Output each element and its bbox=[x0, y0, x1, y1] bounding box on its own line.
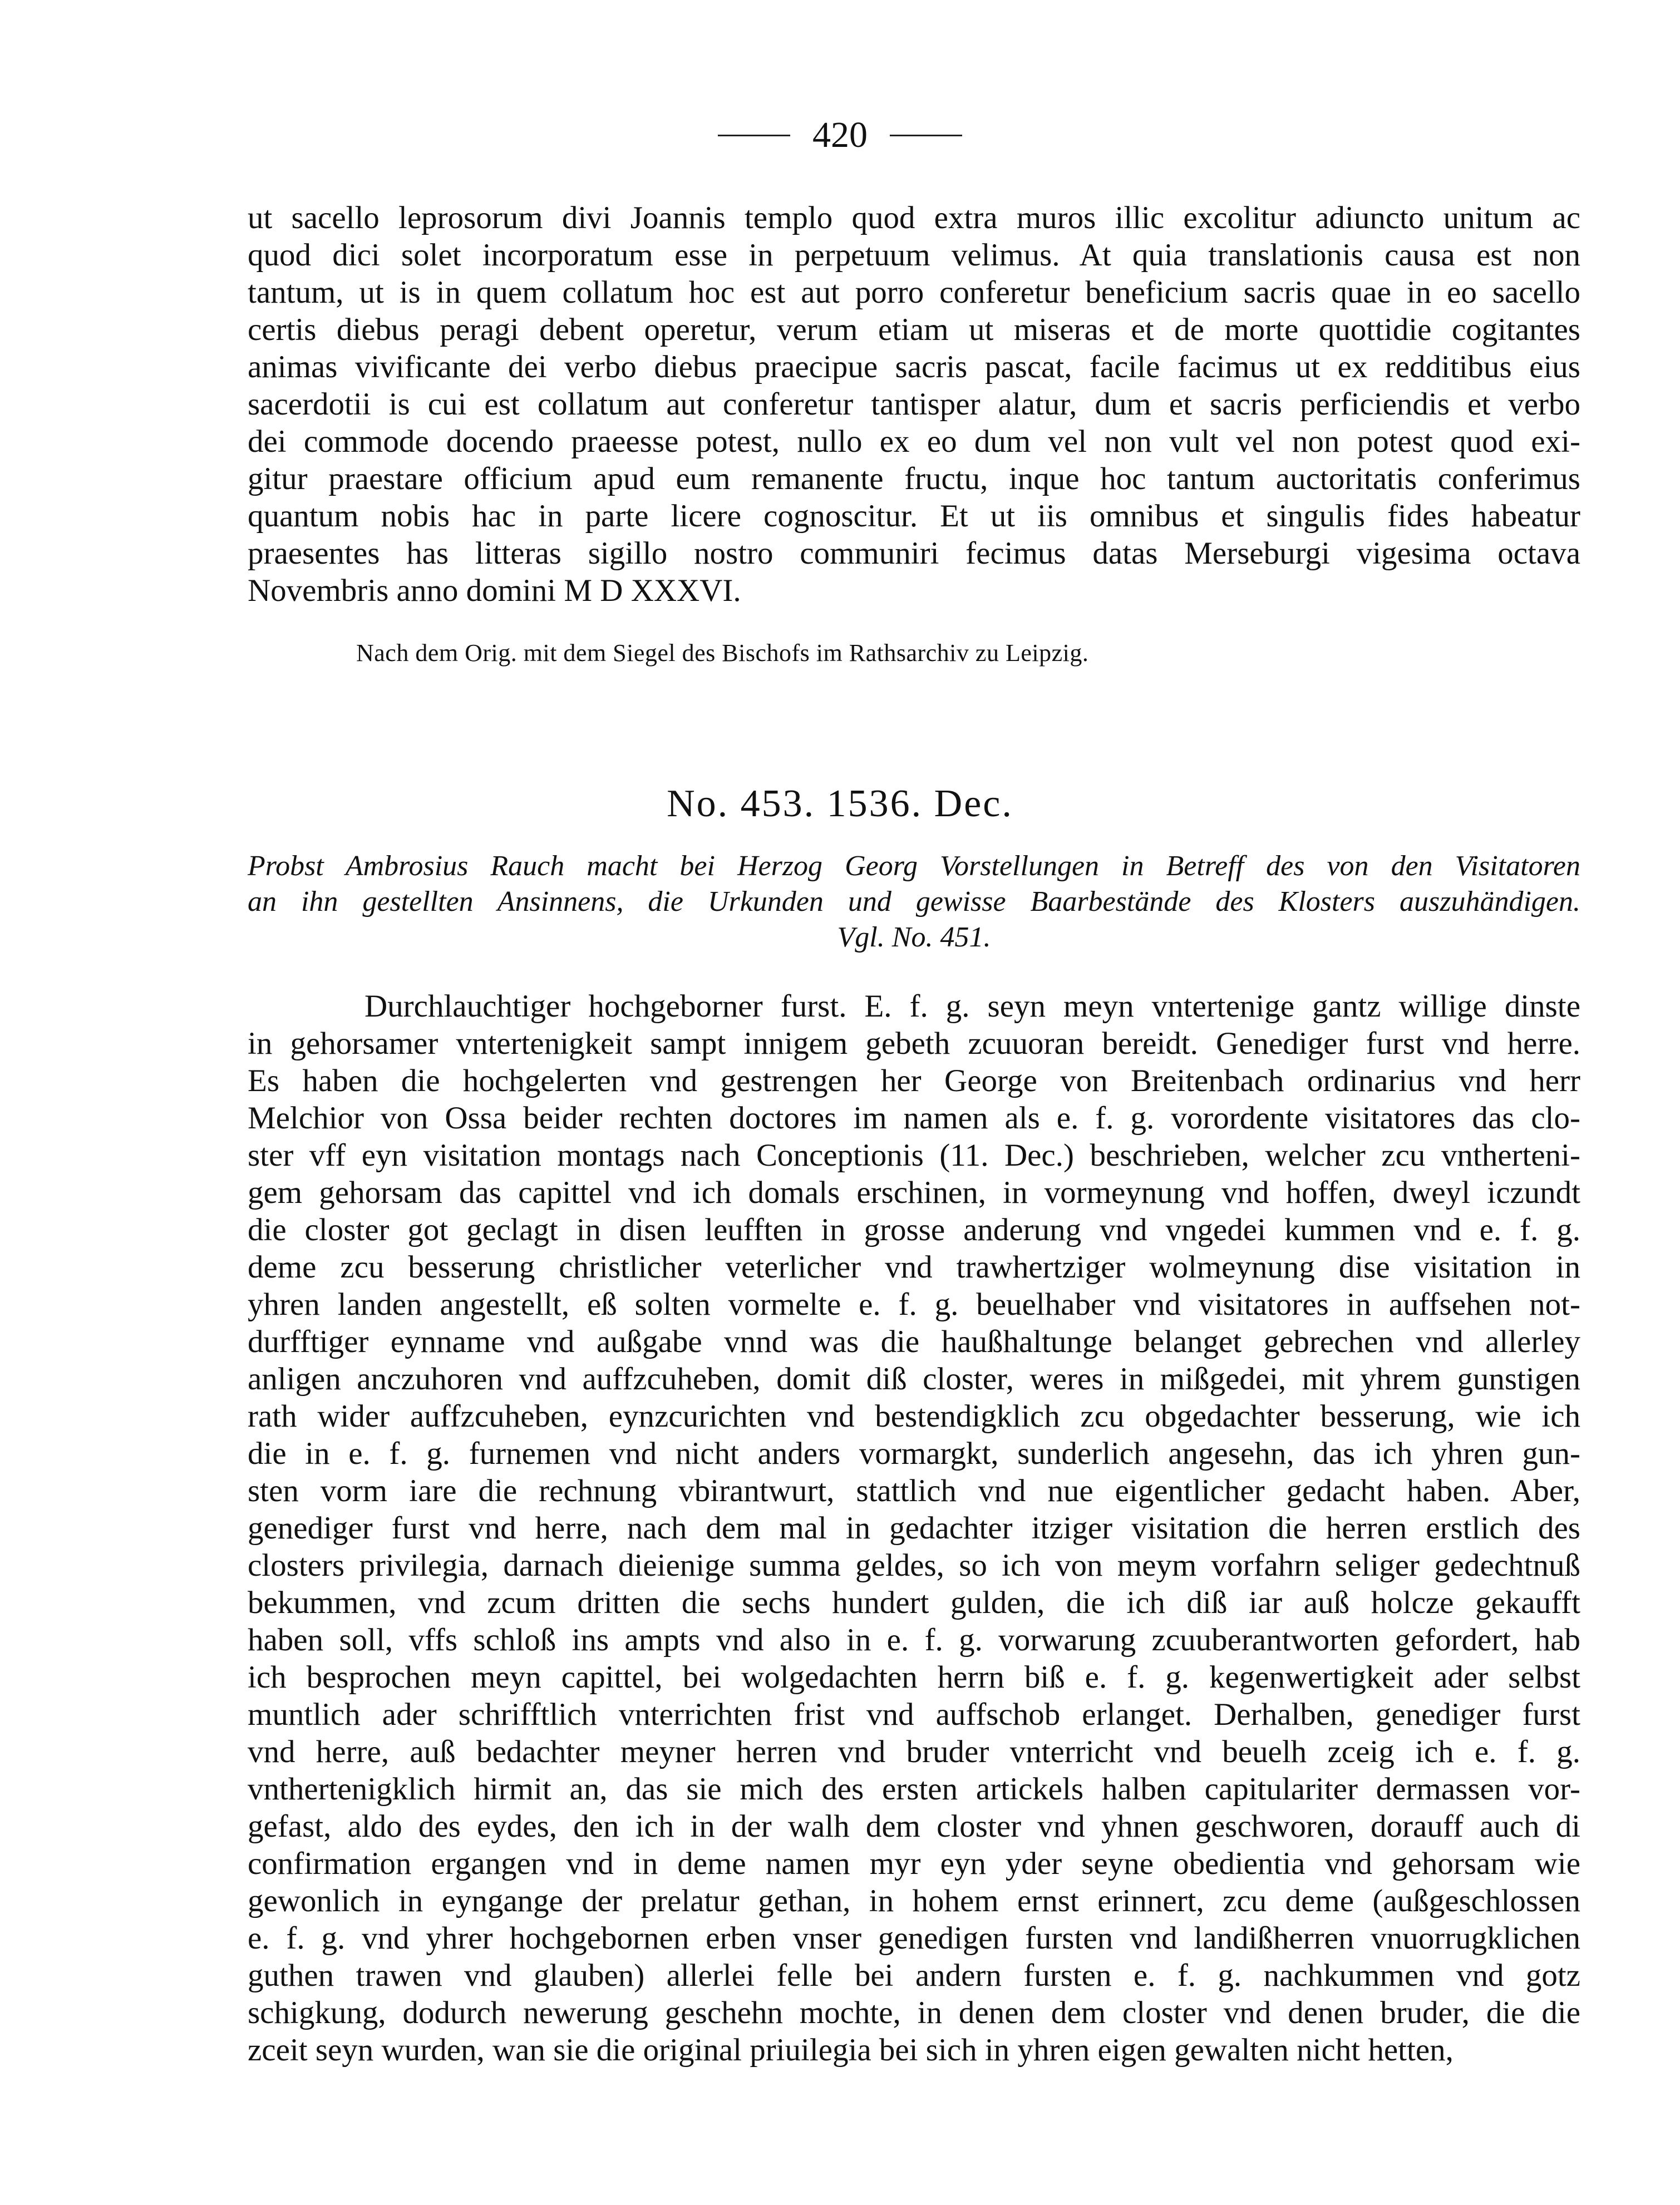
text-line: closters privilegia, darnach dieienige summa geldes, so ich von meym vorfahrn seliger gedechtnuß bbox=[248, 1548, 1580, 1583]
text-line: muntlich ader schrifftlich vnterrichten frist vnd auffschob erlanget. Derhalben, genediger furst bbox=[248, 1697, 1580, 1732]
text-line: Melchior von Ossa beider rechten doctores im namen als e. f. g. vorordente visitatores das clo- bbox=[248, 1101, 1580, 1136]
text-line: praesentes has litteras sigillo nostro communiri fecimus datas Merseburgi vigesima octava bbox=[248, 536, 1580, 571]
text-line: anligen anczuhoren vnd auffzcuheben, domit diß closter, weres in mißgedei, mit yhrem gunstigen bbox=[248, 1362, 1580, 1397]
page-header bbox=[0, 114, 1680, 156]
text-line: gefast, aldo des eydes, den ich in der walh dem closter vnd yhnen geschworen, dorauff auch di bbox=[248, 1809, 1580, 1844]
text-line: haben soll, vffs schloß ins ampts vnd also in e. f. g. vorwarung zcuuberantworten gefordert, hab bbox=[248, 1622, 1580, 1658]
text-line: yhren landen angestellt, eß solten vormelte e. f. g. beuelhaber vnd visitatores in auffsehen not- bbox=[248, 1287, 1580, 1322]
document-summary bbox=[248, 849, 1580, 955]
text-line: dei commode docendo praeesse potest, nullo ex eo dum vel non vult vel non potest quod exi- bbox=[248, 424, 1580, 459]
text-line: die closter got geclagt in disen leufften in grosse anderung vnd vngedei kummen vnd e. f. g. bbox=[248, 1212, 1580, 1247]
text-line: vnthertenigklich hirmit an, das sie mich des ersten artickels halben capitulariter dermassen vor- bbox=[248, 1772, 1580, 1807]
source-note: Nach dem Orig. mit dem Siegel des Bischofs im Rathsarchiv zu Leipzig. bbox=[356, 639, 1089, 667]
text-line: guthen trawen vnd glauben) allerlei felle bei andern fursten e. f. g. nachkummen vnd gotz bbox=[248, 1958, 1580, 1993]
summary-line: an ihn gestellten Ansinnens, die Urkunden und gewisse Baarbestände des Klosters auszuhändigen. bbox=[248, 886, 1580, 917]
text-line: rath wider auffzcuheben, eynzcurichten vnd bestendigklich zcu obgedachter besserung, wie ich bbox=[248, 1399, 1580, 1434]
text-line: bekummen, vnd zcum dritten die sechs hundert gulden, die ich diß iar auß holcze gekaufft bbox=[248, 1585, 1580, 1620]
text-line: gitur praestare officium apud eum remanente fructu, inque hoc tantum auctoritatis conferimus bbox=[248, 461, 1580, 496]
continued-paragraph bbox=[248, 199, 1580, 609]
text-line: genediger furst vnd herre, nach dem mal in gedachter itziger visitation die herren erstlich des bbox=[248, 1511, 1580, 1546]
letter-body bbox=[248, 988, 1580, 2069]
text-line: tantum, ut is in quem collatum hoc est aut porro conferetur beneficium sacris quae in eo sacello bbox=[248, 275, 1580, 310]
text-line: vnd herre, auß bedachter meyner herren vnd bruder vnterricht vnd beuelh zceig ich e. f. g. bbox=[248, 1734, 1580, 1769]
text-line: ster vff eyn visitation montags nach Conceptionis (11. Dec.) beschrieben, welcher zcu vntherteni- bbox=[248, 1138, 1580, 1173]
text-line: in gehorsamer vntertenigkeit sampt innigem gebeth zcuuoran bereidt. Genediger furst vnd herre. bbox=[248, 1026, 1580, 1061]
text-line: deme zcu besserung christlicher veterlicher vnd trawhertziger wolmeynung dise visitation in bbox=[248, 1250, 1580, 1285]
header-rule-left bbox=[718, 135, 790, 136]
text-line: Durchlauchtiger hochgeborner furst. E. f. g. seyn meyn vntertenige gantz willige dinste bbox=[364, 989, 1580, 1024]
text-line: Novembris anno domini M D XXXVI. bbox=[248, 573, 741, 608]
text-line: die in e. f. g. furnemen vnd nicht anders vormargkt, sunderlich angesehn, das ich yhren gun- bbox=[248, 1436, 1580, 1471]
header-rule-right bbox=[890, 135, 962, 136]
document-heading: No. 453. 1536. Dec. bbox=[667, 782, 1013, 825]
text-line: gewonlich in eyngange der prelatur gethan, in hohem ernst erinnert, zcu deme (außgeschlossen bbox=[248, 1883, 1580, 1918]
text-line: durfftiger eynname vnd außgabe vnnd was die haußhaltunge belanget gebrechen vnd allerley bbox=[248, 1324, 1580, 1359]
page-number: 420 bbox=[812, 115, 868, 155]
text-line: certis diebus peragi debent operetur, verum etiam ut miseras et de morte quottidie cogitantes bbox=[248, 312, 1580, 347]
text-line: e. f. g. vnd yhrer hochgebornen erben vnser genedigen fursten vnd landißherren vnuorrugklichen bbox=[248, 1921, 1580, 1956]
text-line: ut sacello leprosorum divi Joannis templo quod extra muros illic excolitur adiuncto unitum ac bbox=[248, 200, 1580, 235]
text-line: confirmation ergangen vnd in deme namen myr eyn yder seyne obedientia vnd gehorsam wie bbox=[248, 1846, 1580, 1881]
text-line: gem gehorsam das capittel vnd ich domals erschinen, in vormeynung vnd hoffen, dweyl iczundt bbox=[248, 1175, 1580, 1210]
text-line: Es haben die hochgelerten vnd gestrengen her George von Breitenbach ordinarius vnd herr bbox=[248, 1063, 1580, 1098]
text-line: zceit seyn wurden, wan sie die original priuilegia bei sich in yhren eigen gewalten nicht hetten, bbox=[248, 2033, 1454, 2068]
text-line: quantum nobis hac in parte licere cognoscitur. Et ut iis omnibus et singulis fides habeatur bbox=[248, 499, 1580, 534]
text-line: schigkung, dodurch newerung geschehn mochte, in denen dem closter vnd denen bruder, die die bbox=[248, 1995, 1580, 2030]
summary-line: Probst Ambrosius Rauch macht bei Herzog Georg Vorstellungen in Betreff des von den Visitatoren bbox=[248, 850, 1580, 882]
summary-line: Vgl. No. 451. bbox=[837, 921, 991, 953]
text-line: sacerdotii is cui est collatum aut conferetur tantisper alatur, dum et sacris perficiendis et verbo bbox=[248, 387, 1580, 422]
text-line: ich besprochen meyn capittel, bei wolgedachten herrn biß e. f. g. kegenwertigkeit ader selbst bbox=[248, 1660, 1580, 1695]
text-line: sten vorm iare die rechnung vbirantwurt, stattlich vnd nue eigentlicher gedacht haben. Aber, bbox=[248, 1473, 1580, 1508]
text-line: quod dici solet incorporatum esse in perpetuum velimus. At quia translationis causa est non bbox=[248, 238, 1580, 273]
text-line: animas vivificante dei verbo diebus praecipue sacris pascat, facile facimus ut ex redditibus eius bbox=[248, 349, 1580, 384]
